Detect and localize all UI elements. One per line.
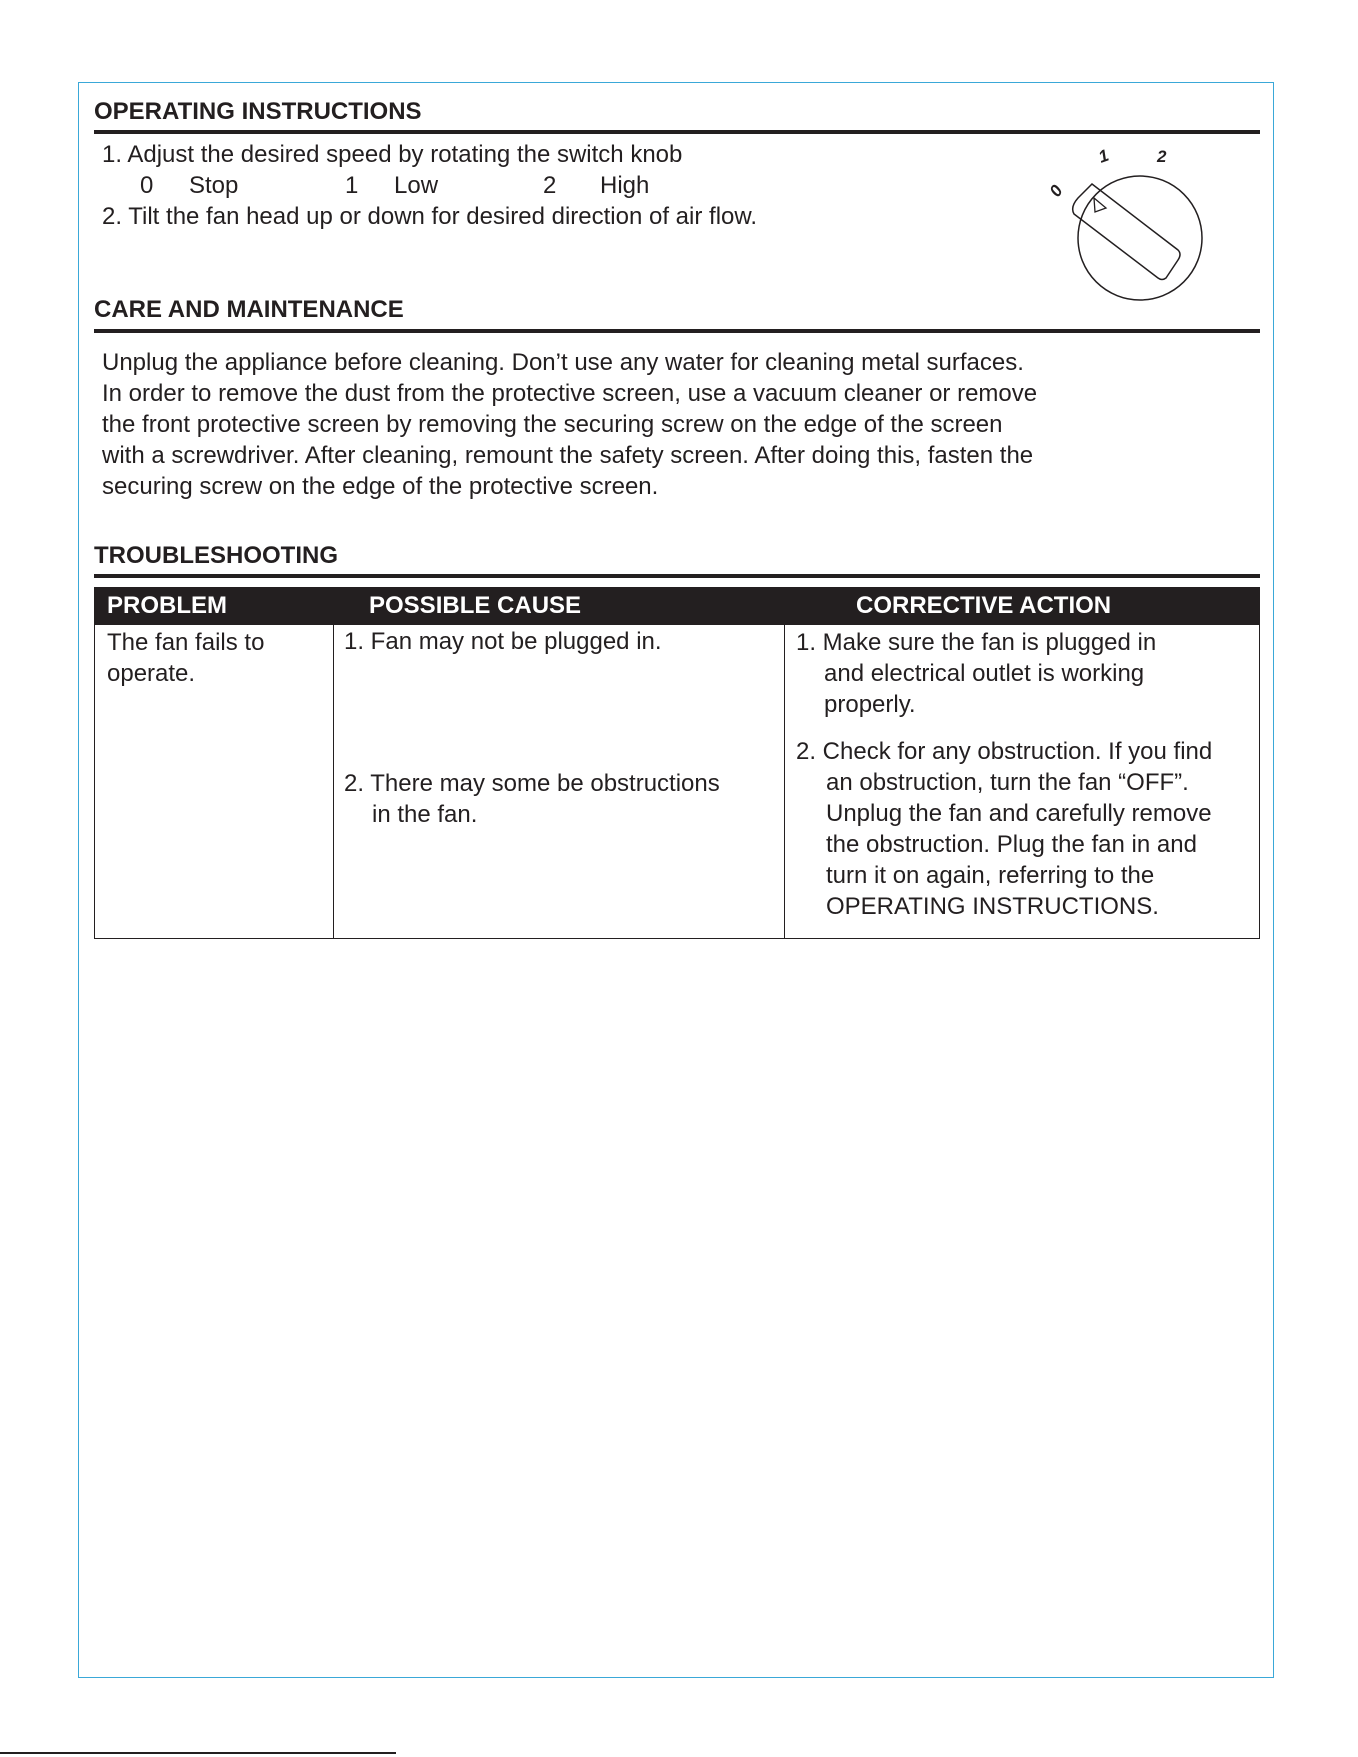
operating-instructions-title: OPERATING INSTRUCTIONS: [94, 98, 422, 125]
care-line: the front protective screen by removing the securing screw on the edge of the screen: [102, 411, 1003, 438]
operating-step-2: 2. Tilt the fan head up or down for desired direction of air flow.: [102, 203, 758, 230]
switch-knob-illustration: [1040, 140, 1210, 310]
problem-text: operate.: [107, 660, 196, 687]
cause-2-text: in the fan.: [372, 801, 478, 828]
care-line: with a screwdriver. After cleaning, remount the safety screen. After doing this, fasten the: [102, 442, 1034, 469]
column-divider: [784, 625, 785, 938]
action-2-text: 2. Check for any obstruction. If you find: [796, 738, 1213, 765]
action-2-text: an obstruction, turn the fan “OFF”.: [826, 769, 1189, 796]
speed-2-label: High: [600, 172, 650, 199]
troubleshooting-title: TROUBLESHOOTING: [94, 542, 338, 569]
speed-1-number: 1: [345, 172, 359, 199]
speed-0-number: 0: [140, 172, 154, 199]
speed-2-number: 2: [543, 172, 557, 199]
action-1-text: 1. Make sure the fan is plugged in: [796, 629, 1157, 656]
header-corrective-action: CORRECTIVE ACTION: [856, 592, 1112, 619]
knob-label-1: 1: [1095, 145, 1112, 167]
cause-2-text: 2. There may some be obstructions: [344, 770, 720, 797]
table-header: [94, 587, 1260, 625]
speed-1-label: Low: [394, 172, 439, 199]
action-2-text: OPERATING INSTRUCTIONS.: [826, 893, 1159, 920]
action-2-text: Unplug the fan and carefully remove: [826, 800, 1212, 827]
section-rule: [94, 329, 1260, 333]
speed-0-label: Stop: [189, 172, 239, 199]
care-line: Unplug the appliance before cleaning. Don’t use any water for cleaning metal surfaces.: [102, 349, 1024, 376]
operating-step-1: 1. Adjust the desired speed by rotating the switch knob: [102, 141, 683, 168]
section-rule: [94, 574, 1260, 578]
cause-1-text: 1. Fan may not be plugged in.: [344, 628, 662, 655]
section-rule: [94, 130, 1260, 134]
care-line: securing screw on the edge of the protective screen.: [102, 473, 659, 500]
knob-handle: [1073, 184, 1180, 280]
problem-text: The fan fails to: [107, 629, 265, 656]
action-2-text: the obstruction. Plug the fan in and: [826, 831, 1197, 858]
knob-pointer-icon: [1094, 198, 1106, 212]
footer-rule: [0, 1752, 396, 1754]
header-problem: PROBLEM: [107, 592, 227, 619]
action-2-text: turn it on again, referring to the: [826, 862, 1155, 889]
column-divider: [333, 625, 334, 938]
action-1-text: properly.: [824, 691, 916, 718]
care-line: In order to remove the dust from the protective screen, use a vacuum cleaner or remove: [102, 380, 1038, 407]
table-row: [94, 625, 1260, 939]
knob-label-0: 0: [1045, 181, 1067, 201]
header-possible-cause: POSSIBLE CAUSE: [369, 592, 582, 619]
care-maintenance-title: CARE AND MAINTENANCE: [94, 296, 404, 323]
knob-label-2: 2: [1157, 147, 1167, 166]
action-1-text: and electrical outlet is working: [824, 660, 1145, 687]
